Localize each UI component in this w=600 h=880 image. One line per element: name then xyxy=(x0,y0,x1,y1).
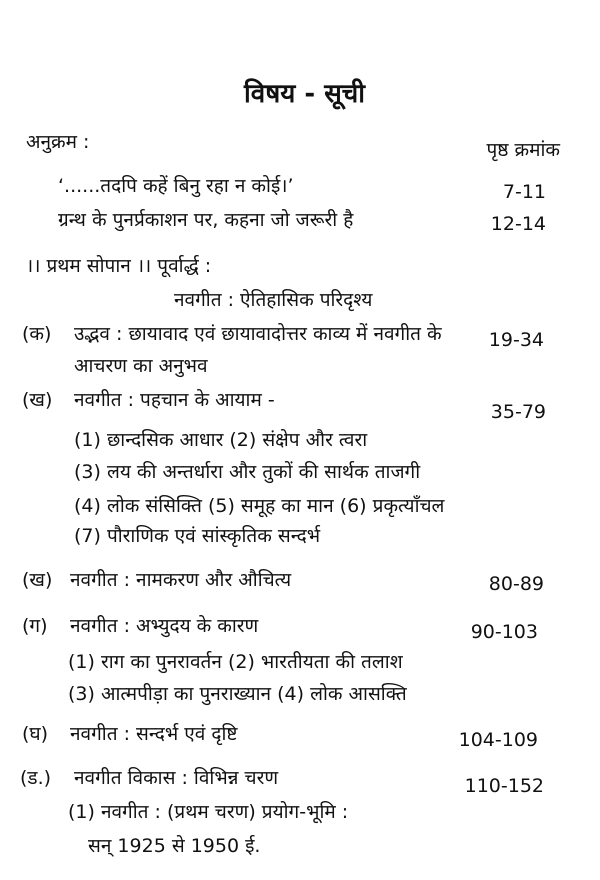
entry-kha-1-sub-4: (7) पौराणिक एवं सांस्कृतिक सन्दर्भ xyxy=(74,525,321,547)
intro-entry-1-pages: 7-11 xyxy=(502,181,546,203)
entry-ga-pages: 90-103 xyxy=(470,621,538,643)
entry-da-title: नवगीत विकास : विभिन्न चरण xyxy=(74,767,279,789)
entry-kha-1-marker: (ख) xyxy=(22,389,53,411)
entry-kha-1-sub-2: (3) लय की अन्तर्धारा और तुकों की सार्थक ताजगी xyxy=(74,461,421,483)
entry-da-pages: 110-152 xyxy=(464,775,544,797)
entry-kha-2-title: नवगीत : नामकरण और औचित्य xyxy=(70,569,292,591)
intro-entry-2-pages: 12-14 xyxy=(490,213,546,235)
page-title: विषय - सूची xyxy=(244,79,366,109)
entry-ga-title: नवगीत : अभ्युदय के कारण xyxy=(70,615,259,637)
entry-da-sub-2: सन् 1925 से 1950 ई. xyxy=(88,835,261,857)
entry-ka-marker: (क) xyxy=(22,323,52,345)
entry-ka-pages: 19-34 xyxy=(488,329,544,351)
page-number-header: पृष्ठ क्रमांक xyxy=(486,139,560,161)
entry-kha-2-marker: (ख) xyxy=(22,569,53,591)
entry-ga-marker: (ग) xyxy=(22,615,48,637)
entry-kha-2-pages: 80-89 xyxy=(488,573,544,595)
entry-ga-sub-2: (3) आत्मपीड़ा का पुनराख्यान (4) लोक आसक्ति xyxy=(68,683,407,705)
entry-gha-marker: (घ) xyxy=(22,723,49,745)
entry-ka-title-cont: आचरण का अनुभव xyxy=(74,355,208,377)
section-subheading: नवगीत : ऐतिहासिक परिदृश्य xyxy=(174,289,373,311)
entry-gha-pages: 104-109 xyxy=(458,729,538,751)
entry-kha-1-sub-1: (1) छान्दसिक आधार (2) संक्षेप और त्वरा xyxy=(74,429,368,451)
entry-ka-title: उद्भव : छायावाद एवं छायावादोत्तर काव्य में नवगीत के xyxy=(74,323,442,345)
entry-da-marker: (ड.) xyxy=(20,767,52,789)
entry-kha-1-sub-3: (4) लोक संसिक्ति (5) समूह का मान (6) प्रकृत्याँचल xyxy=(74,495,445,517)
entry-gha-title: नवगीत : सन्दर्भ एवं दृष्टि xyxy=(70,723,238,745)
intro-entry-2: ग्रन्थ के पुनर्प्रकाशन पर, कहना जो जरूरी है xyxy=(58,209,354,231)
section-heading: ।। प्रथम सोपान ।। पूर्वार्द्ध : xyxy=(26,255,212,277)
entry-ga-sub-1: (1) राग का पुनरावर्तन (2) भारतीयता की तलाश xyxy=(68,651,403,673)
intro-entry-1: ‘......तदपि कहें बिनु रहा न कोई।’ xyxy=(58,175,294,197)
entry-kha-1-title: नवगीत : पहचान के आयाम - xyxy=(74,389,275,411)
entry-kha-1-pages: 35-79 xyxy=(490,401,546,423)
entry-da-sub-1: (1) नवगीत : (प्रथम चरण) प्रयोग-भूमि : xyxy=(68,801,349,823)
contents-label: अनुक्रम : xyxy=(26,131,90,153)
